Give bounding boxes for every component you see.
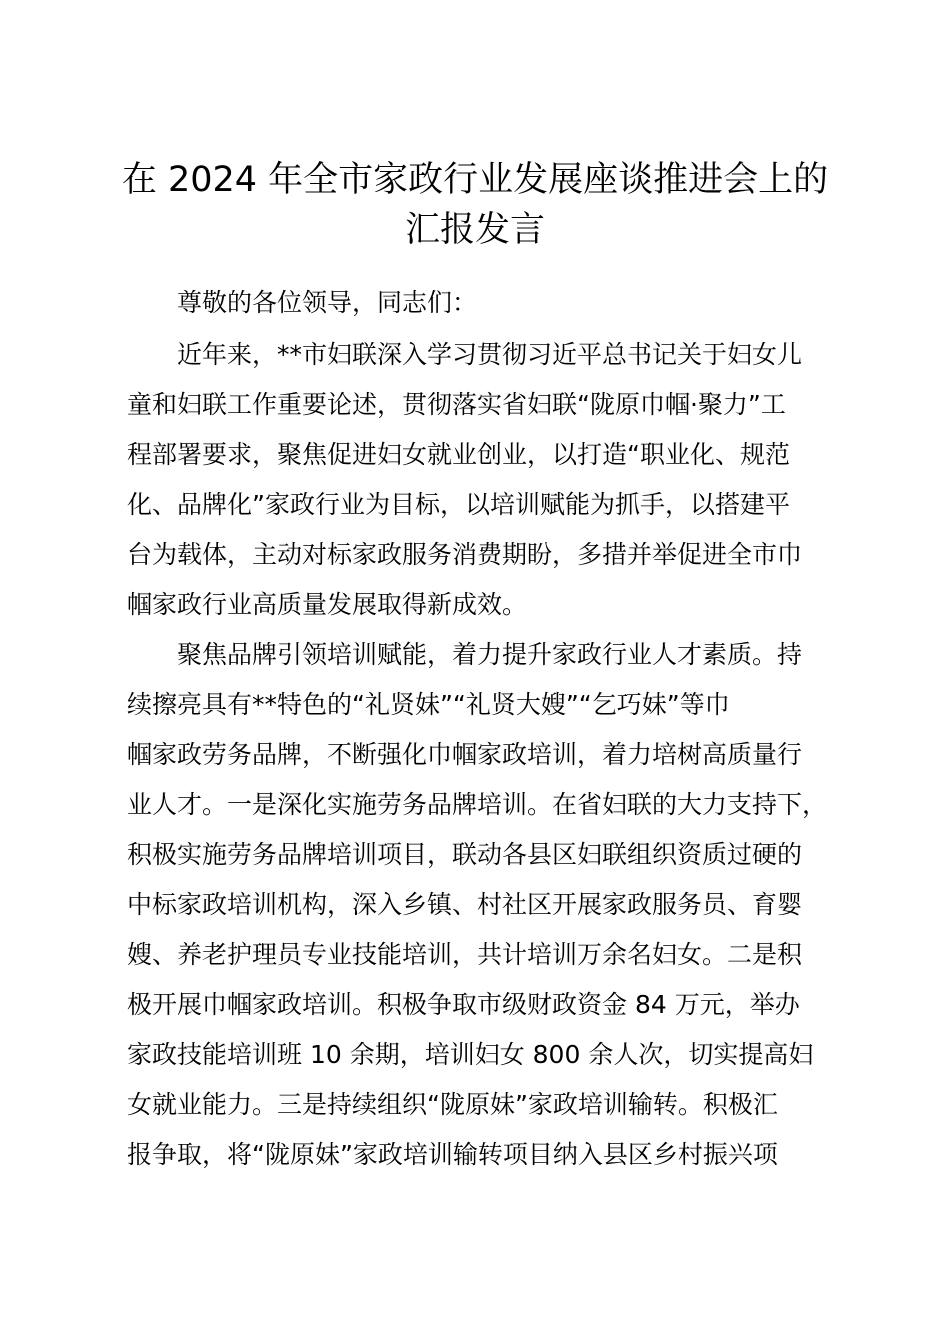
paragraph-line: 童和妇联工作重要论述，贯彻落实省妇联“陇原巾帼·聚力”工 bbox=[127, 390, 786, 419]
paragraph-line: 报争取，将“陇原妹”家政培训输转项目纳入县区乡村振兴项 bbox=[127, 1140, 778, 1169]
paragraph-line: 家政技能培训班 10 余期，培训妇女 800 余人次，切实提高妇 bbox=[127, 1040, 814, 1069]
paragraph-line: 程部署要求，聚焦促进妇女就业创业，以打造“职业化、规范 bbox=[127, 440, 790, 469]
paragraph-line: 聚焦品牌引领培训赋能，着力提升家政行业人才素质。持 bbox=[177, 640, 803, 669]
paragraph-line: 极开展巾帼家政培训。积极争取市级财政资金 84 万元，举办 bbox=[127, 990, 800, 1019]
paragraph-line: 中标家政培训机构，深入乡镇、村社区开展家政服务员、育婴 bbox=[127, 890, 803, 919]
paragraph-line: 近年来，**市妇联深入学习贯彻习近平总书记关于妇女儿 bbox=[177, 340, 803, 369]
salutation: 尊敬的各位领导，同志们： bbox=[177, 288, 478, 317]
paragraph-line: 化、品牌化”家政行业为目标，以培训赋能为抓手，以搭建平 bbox=[127, 490, 790, 519]
paragraph-line: 帼家政劳务品牌，不断强化巾帼家政培训，着力培树高质量行 bbox=[127, 740, 803, 769]
paragraph-line: 嫂、养老护理员专业技能培训，共计培训万余名妇女。二是积 bbox=[127, 940, 803, 969]
document-title-line-2: 汇报发言 bbox=[404, 210, 545, 250]
document-title-line-1: 在 2024 年全市家政行业发展座谈推进会上的 bbox=[121, 160, 829, 200]
paragraph-line: 台为载体，主动对标家政服务消费期盼，多措并举促进全市巾 bbox=[127, 540, 803, 569]
paragraph-line: 帼家政行业高质量发展取得新成效。 bbox=[127, 590, 528, 619]
paragraph-line: 积极实施劳务品牌培训项目，联动各县区妇联组织资质过硬的 bbox=[127, 840, 803, 869]
paragraph-line: 女就业能力。三是持续组织“陇原妹”家政培训输转。积极汇 bbox=[127, 1090, 778, 1119]
paragraph-line: 业人才。一是深化实施劳务品牌培训。在省妇联的大力支持下， bbox=[127, 790, 828, 819]
paragraph-line: 续擦亮具有**特色的“礼贤妹”“礼贤大嫂”“乞巧妹”等巾 bbox=[127, 690, 730, 719]
